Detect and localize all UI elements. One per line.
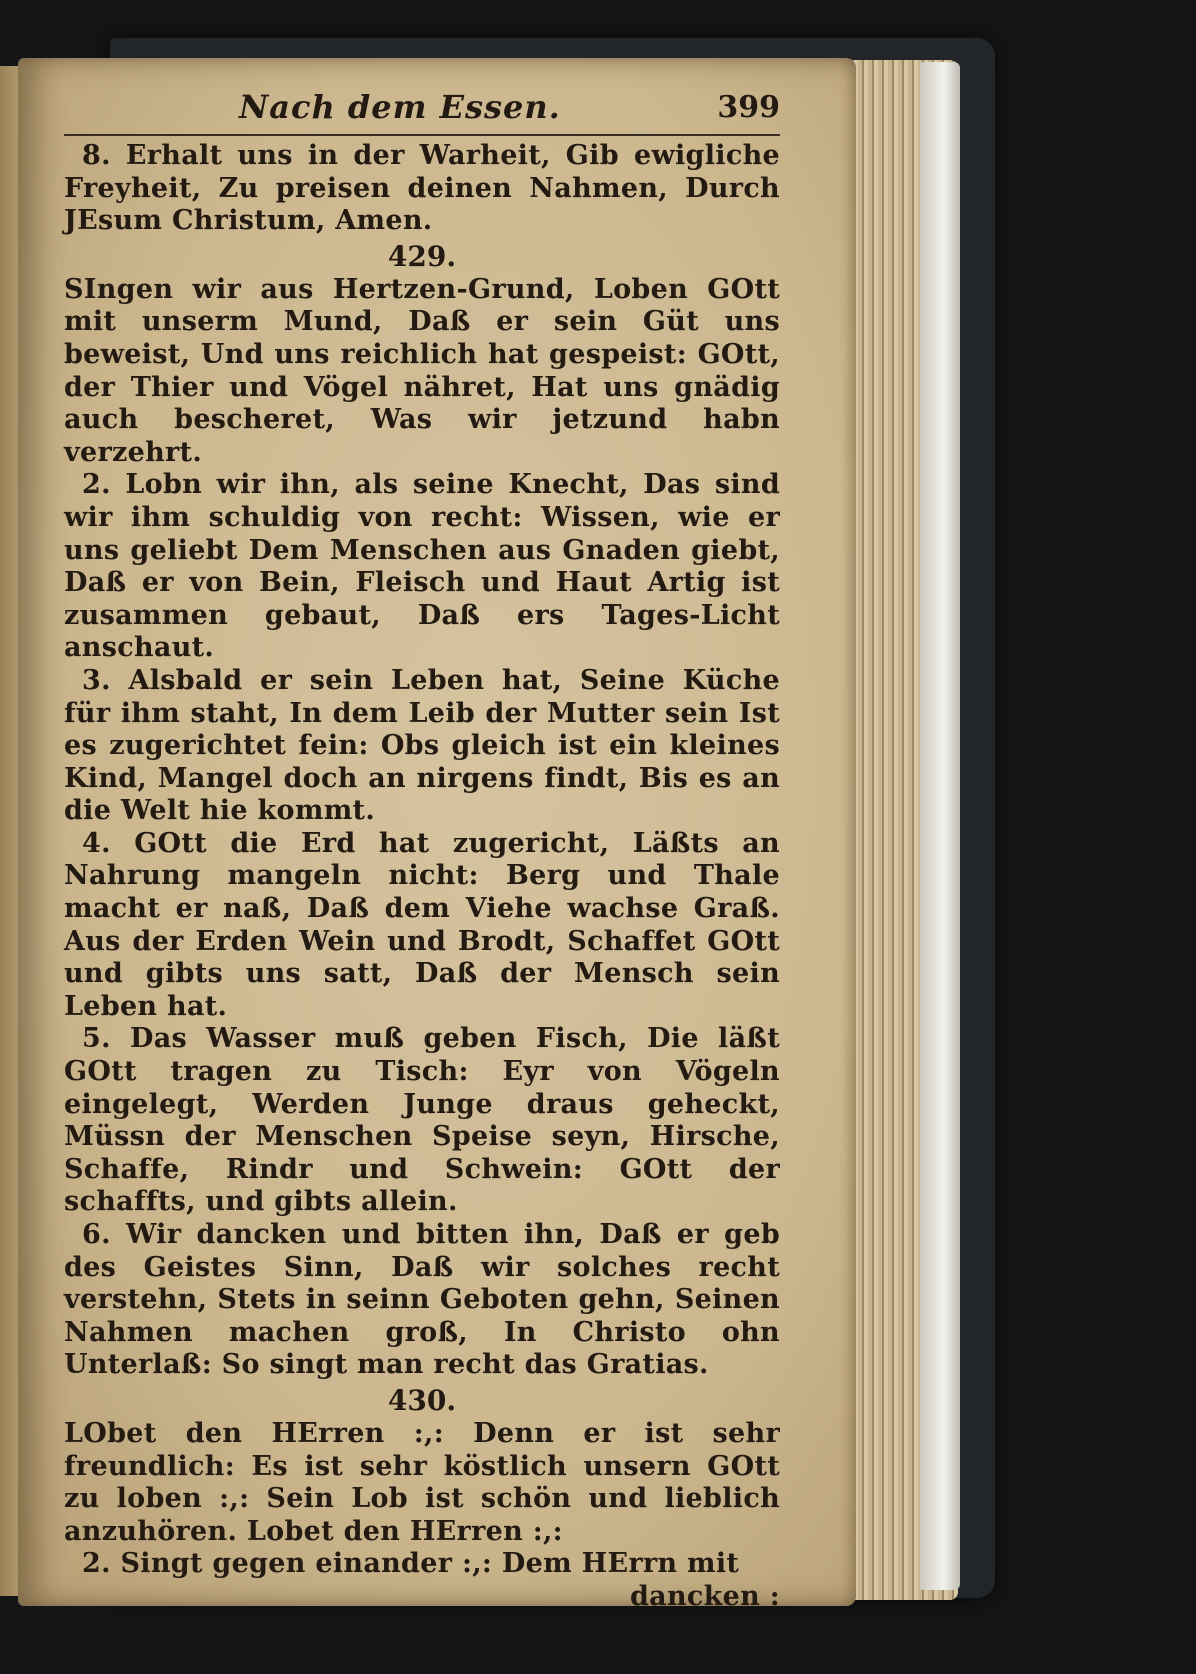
page-number: 399 xyxy=(717,90,780,125)
verse-429-4: 4. GOtt die Erd hat zugericht, Läßts an Nahrung mangeln nicht: Berg und Thale macht er naß, Daß dem Viehe wachse Graß. Aus der Erden Wein und Brodt, Schaffet GOtt und gibts uns satt, Daß der Mensch sein Leben hat. xyxy=(64,827,780,1022)
page-edge-white xyxy=(920,62,960,1590)
hymn-number-430: 430. xyxy=(387,1383,457,1417)
verse-430-1: LObet den HErren :,: Denn er ist sehr freundlich: Es ist sehr köstlich unsern GOtt zu loben :,: Sein Lob ist schön und lieblich anzuhören. Lobet den HErren :,: xyxy=(64,1417,780,1547)
hymn-number-429: 429. xyxy=(387,239,457,273)
verse-429-6: 6. Wir dancken und bitten ihn, Daß er geb des Geistes Sinn, Daß wir solches recht verstehn, Stets in seinn Geboten gehn, Seinen Nahmen machen groß, In Christo ohn Unterlaß: So singt man recht das Gratias. xyxy=(64,1219,780,1381)
verse-429-1: SIngen wir aus Hertzen-Grund, Loben GOtt mit unserm Mund, Daß er sein Güt uns beweist, Und uns reichlich hat gespeist: GOtt, der Thier und Vögel nähret, Hat uns gnädig auch bescheret, Was wir jetzund habn verzehrt. xyxy=(64,273,780,468)
verse-429-5: 5. Das Wasser muß geben Fisch, Die läßt GOtt tragen zu Tisch: Eyr von Vögeln eingelegt, Werden Junge draus geheckt, Müssn der Menschen Speise seyn, Hirsche, Schaffe, Rindr und Schwein: GOtt der schaffts, und gibts allein. xyxy=(64,1023,780,1218)
page-header xyxy=(64,88,780,136)
verse-429-2: 2. Lobn wir ihn, als seine Knecht, Das sind wir ihm schuldig von recht: Wissen, wie er uns geliebt Dem Menschen aus Gnaden giebt, Daß er von Bein, Fleisch und Haut Artig ist zusammen gebaut, Daß ers Tages-Licht anschaut. xyxy=(64,469,780,664)
page-text xyxy=(64,88,780,1614)
verse-429-8-end: 8. Erhalt uns in der Warheit, Gib ewigliche Freyheit, Zu preisen deinen Nahmen, Durch JEsum Christum, Amen. xyxy=(64,140,780,237)
verse-429-3: 3. Alsbald er sein Leben hat, Seine Küche für ihm staht, In dem Leib der Mutter sein Ist es zugerichtet fein: Obs gleich ist ein kleines Kind, Mangel doch an nirgens findt, Bis es an die Welt hie kommt. xyxy=(64,664,780,827)
catchword: dancken : xyxy=(629,1580,780,1612)
running-title: Nach dem Essen. xyxy=(239,88,561,126)
verse-430-2: 2. Singt gegen einander :,: Dem HErrn mit xyxy=(82,1548,740,1580)
